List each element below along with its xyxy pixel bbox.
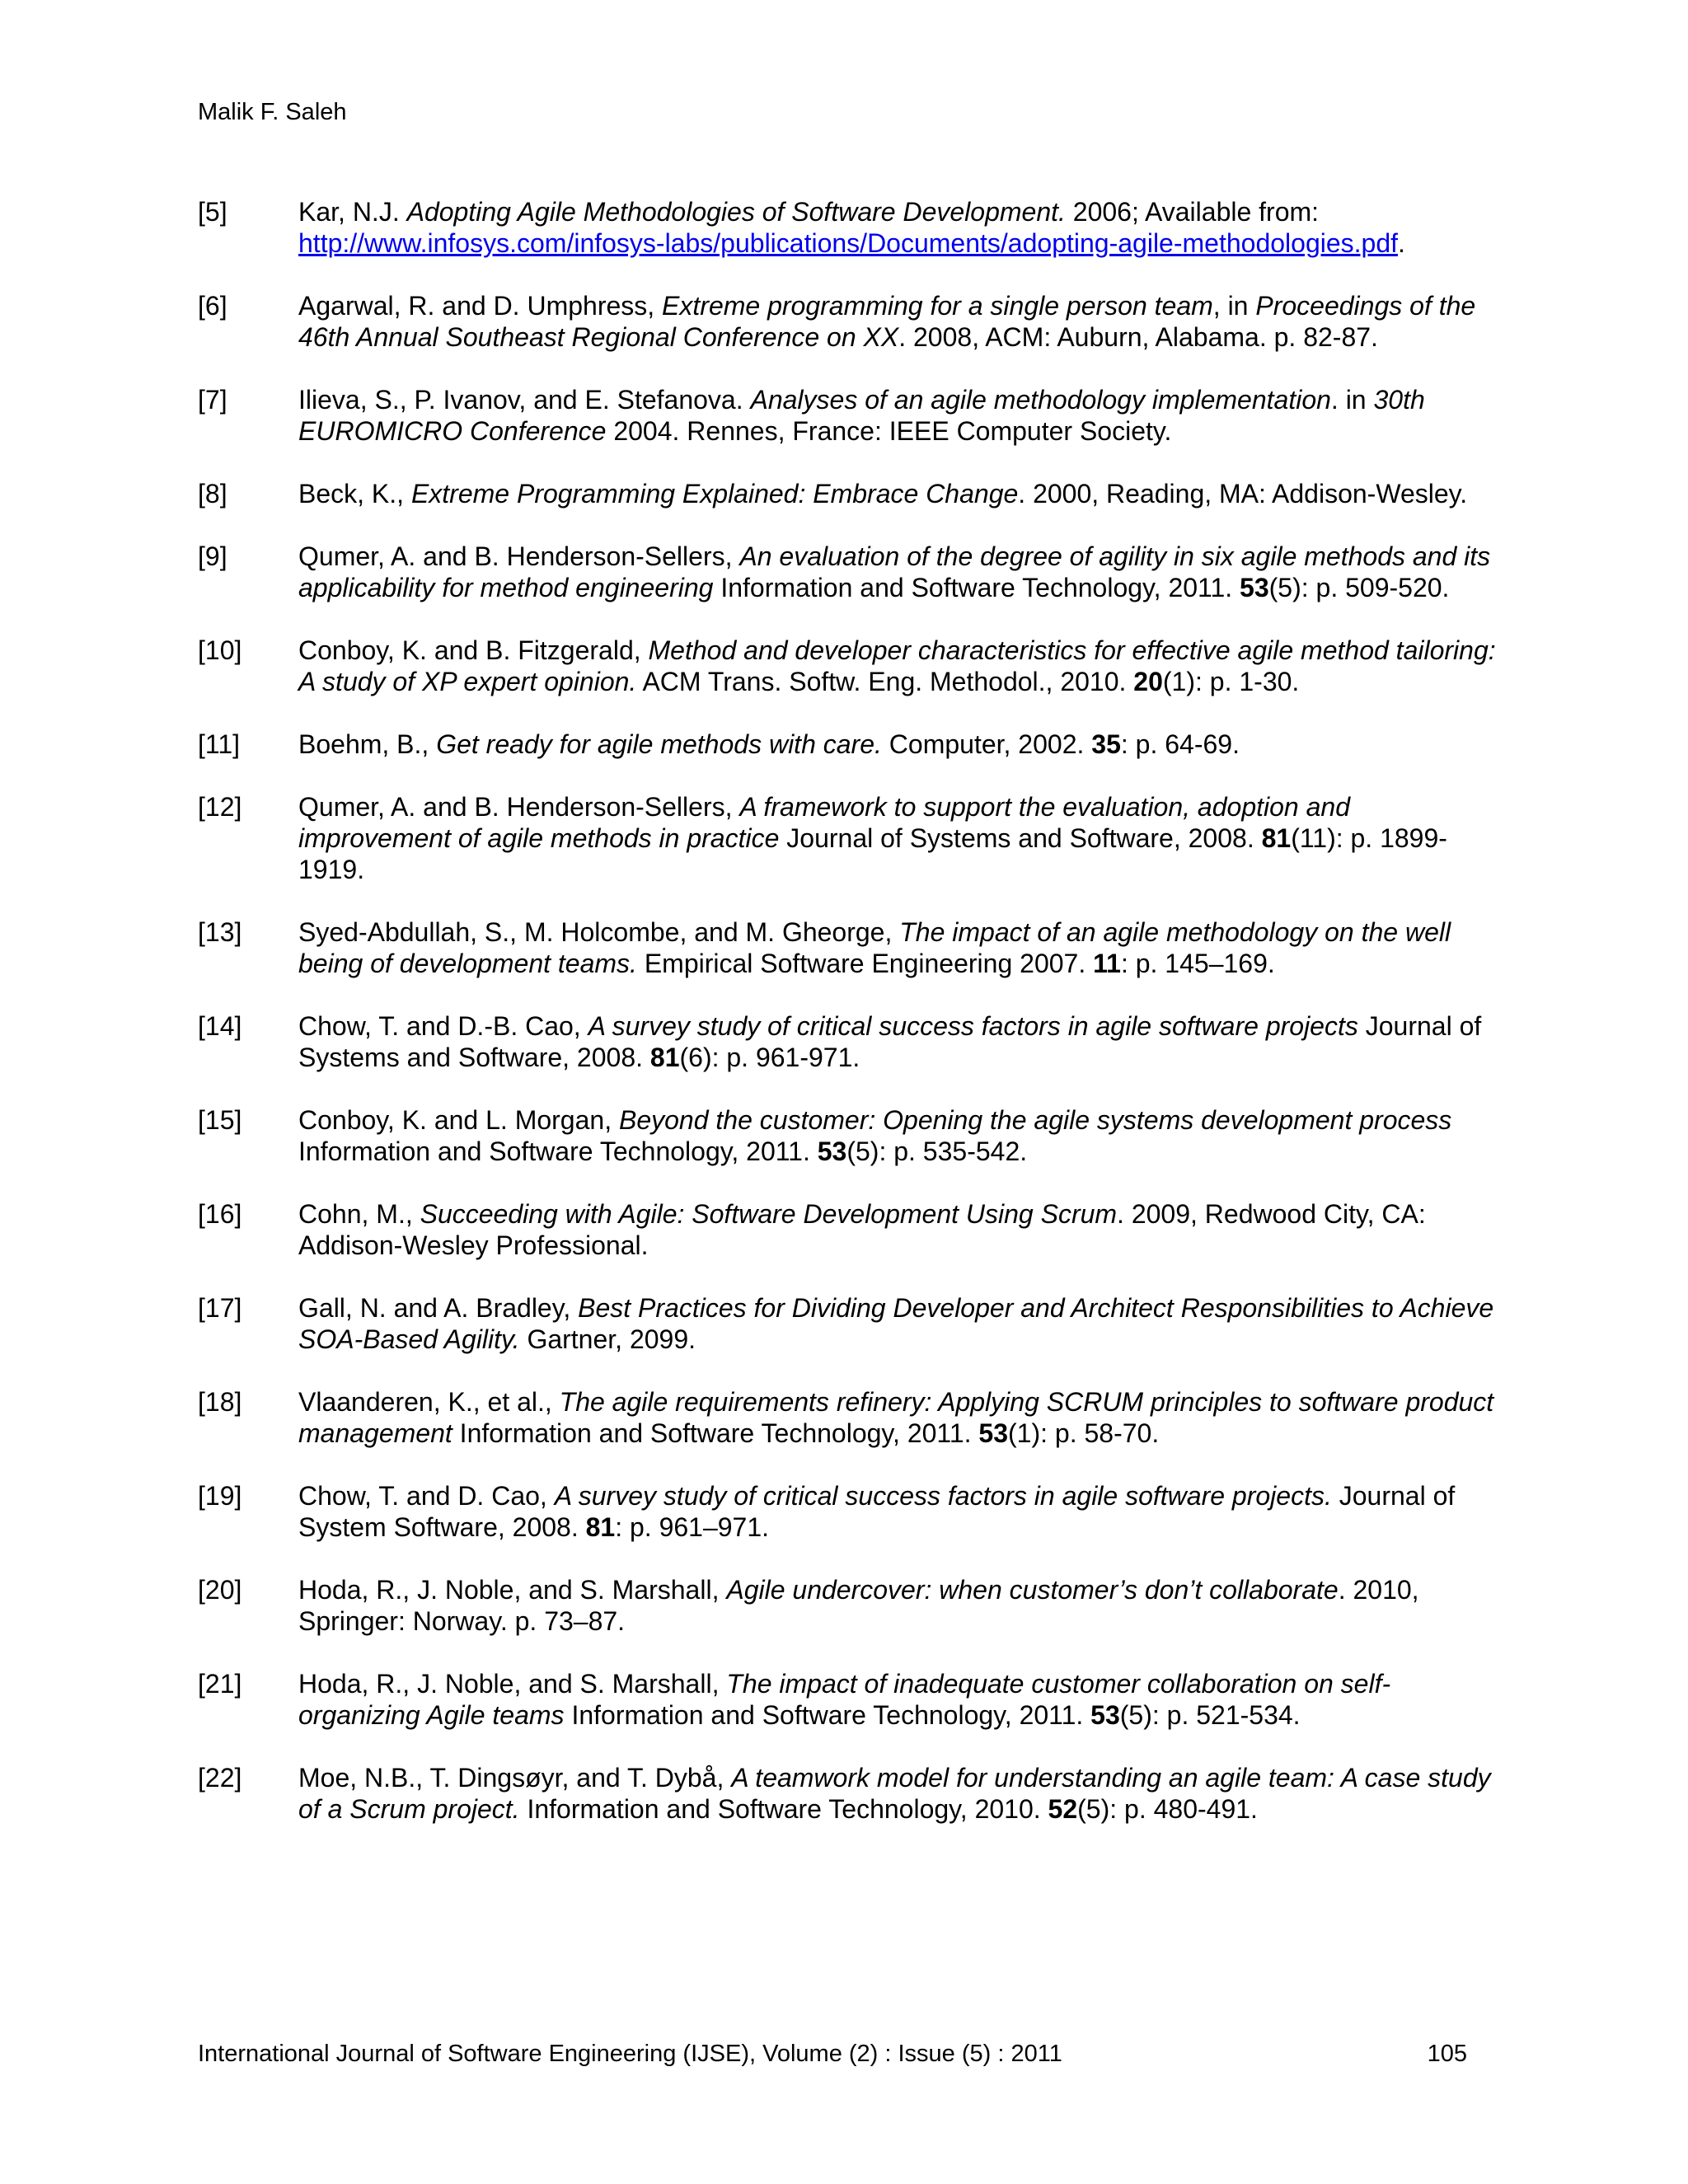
reference-title: Beyond the customer: Opening the agile systems development process — [618, 1105, 1452, 1135]
reference-item — [198, 1574, 1508, 1637]
reference-segment: Conboy, K. and L. Morgan, — [298, 1105, 619, 1135]
reference-segment: Syed-Abdullah, S., M. Holcombe, and M. Gheorge, — [298, 917, 900, 947]
reference-title: Get ready for agile methods with care. — [436, 729, 882, 759]
reference-segment: (1): p. 58-70. — [1008, 1418, 1160, 1448]
reference-item — [198, 1292, 1508, 1355]
reference-segment: Information and Software Technology, 2011. — [564, 1700, 1091, 1730]
reference-title: A teamwork model for understanding an agile team: A case study of a Scrum project. — [298, 1763, 1491, 1824]
reference-text — [298, 1104, 1508, 1167]
reference-number: [17] — [198, 1293, 242, 1323]
reference-text — [298, 384, 1508, 447]
reference-segment: , in — [1212, 291, 1256, 321]
reference-segment: . 2009, Redwood City, CA: Addison-Wesley Professional. — [298, 1199, 1426, 1260]
reference-list — [198, 196, 1508, 1856]
reference-segment: (6): p. 961-971. — [679, 1043, 860, 1072]
reference-segment: Hoda, R., J. Noble, and S. Marshall, — [298, 1575, 727, 1605]
reference-volume: 52 — [1048, 1794, 1078, 1824]
reference-text — [298, 916, 1508, 979]
reference-number: [21] — [198, 1669, 242, 1699]
reference-segment: Ilieva, S., P. Ivanov, and E. Stefanova. — [298, 385, 751, 415]
reference-segment: Chow, T. and D. Cao, — [298, 1481, 555, 1511]
reference-title: Extreme Programming Explained: Embrace Change — [410, 479, 1019, 509]
reference-number: [16] — [198, 1199, 242, 1229]
reference-text — [298, 290, 1508, 353]
reference-number: [13] — [198, 917, 242, 947]
reference-segment: Beck, K., — [298, 479, 411, 509]
reference-number: [22] — [198, 1763, 242, 1793]
reference-title: A framework to support the evaluation, adoption and improvement of agile methods in practice — [298, 792, 1350, 853]
reference-segment: Vlaanderen, K., et al., — [298, 1387, 560, 1417]
reference-item — [198, 196, 1508, 259]
reference-segment: Cohn, M., — [298, 1199, 420, 1229]
reference-title: The agile requirements refinery: Applying SCRUM principles to software product management — [298, 1387, 1494, 1448]
reference-volume: 53 — [1240, 573, 1269, 602]
reference-title: Adopting Agile Methodologies of Software Development. — [406, 197, 1066, 227]
reference-text — [298, 791, 1508, 885]
reference-item — [198, 1198, 1508, 1261]
reference-segment: : p. 64-69. — [1120, 729, 1240, 759]
reference-text — [298, 541, 1508, 603]
reference-segment: . — [1398, 228, 1405, 258]
reference-text — [298, 1762, 1508, 1825]
reference-number: [19] — [198, 1481, 242, 1511]
reference-volume: 81 — [585, 1512, 616, 1542]
reference-text — [298, 1198, 1508, 1261]
reference-number: [6] — [198, 291, 227, 321]
reference-volume: 81 — [649, 1043, 680, 1072]
reference-segment: . 2010, Springer: Norway. p. 73–87. — [298, 1575, 1419, 1636]
reference-segment: Boehm, B., — [298, 729, 437, 759]
reference-title: Best Practices for Dividing Developer and Architect Responsibilities to Achieve SOA-Based Agility. — [298, 1293, 1494, 1354]
reference-segment: ACM Trans. Softw. Eng. Methodol., 2010. — [636, 667, 1134, 696]
reference-text — [298, 1386, 1508, 1449]
reference-segment: Computer, 2002. — [881, 729, 1092, 759]
reference-volume: 53 — [978, 1418, 1008, 1448]
reference-segment: (5): p. 480-491. — [1077, 1794, 1258, 1824]
reference-number: [5] — [198, 197, 227, 227]
reference-number: [18] — [198, 1387, 242, 1417]
reference-segment: Kar, N.J. — [298, 197, 407, 227]
reference-number: [9] — [198, 541, 227, 571]
reference-item — [198, 1104, 1508, 1167]
reference-text — [298, 1480, 1508, 1543]
reference-segment: (5): p. 535-542. — [846, 1137, 1028, 1166]
reference-segment: Information and Software Technology, 2011. — [452, 1418, 979, 1448]
reference-text — [298, 635, 1508, 697]
reference-segment: Journal of Systems and Software, 2008. — [779, 823, 1262, 853]
reference-item — [198, 1668, 1508, 1731]
reference-volume: 35 — [1091, 729, 1121, 759]
reference-text — [298, 196, 1508, 259]
reference-segment: Gall, N. and A. Bradley, — [298, 1293, 579, 1323]
reference-segment: Hoda, R., J. Noble, and S. Marshall, — [298, 1669, 727, 1699]
reference-segment: 2006; Available from: — [1065, 197, 1320, 227]
reference-segment: : p. 145–169. — [1120, 949, 1275, 978]
reference-volume: 81 — [1261, 823, 1292, 853]
reference-number: [7] — [198, 385, 227, 415]
footer-page-number: 105 — [1427, 2041, 1467, 2067]
reference-segment: Chow, T. and D.-B. Cao, — [298, 1011, 588, 1041]
reference-number: [14] — [198, 1011, 242, 1041]
reference-link[interactable]: http://www.infosys.com/infosys-labs/publications/Documents/adopting-agile-methodologies.pdf — [298, 228, 1399, 258]
reference-title: Analyses of an agile methodology implementation — [750, 385, 1331, 415]
reference-segment: Information and Software Technology, 2011. — [298, 1137, 818, 1166]
reference-number: [15] — [198, 1105, 242, 1135]
reference-title: Agile undercover: when customer’s don’t collaborate — [726, 1575, 1339, 1605]
reference-segment: Qumer, A. and B. Henderson-Sellers, — [298, 541, 740, 571]
reference-title: Extreme programming for a single person team — [662, 291, 1213, 321]
reference-segment: Journal of Systems and Software, 2008. — [298, 1011, 1482, 1072]
reference-item — [198, 916, 1508, 979]
reference-number: [10] — [198, 635, 242, 665]
reference-number: [20] — [198, 1575, 242, 1605]
reference-title: The impact of inadequate customer collaboration on self-organizing Agile teams — [298, 1669, 1391, 1730]
reference-segment: (11): p. 1899-1919. — [298, 823, 1447, 884]
reference-title: A survey study of critical success factors in agile software projects — [588, 1011, 1358, 1041]
reference-segment: (5): p. 521-534. — [1119, 1700, 1301, 1730]
reference-text — [298, 1292, 1508, 1355]
reference-item — [198, 635, 1508, 697]
reference-segment: Qumer, A. and B. Henderson-Sellers, — [298, 792, 740, 822]
reference-item — [198, 1480, 1508, 1543]
reference-item — [198, 384, 1508, 447]
reference-segment: 2004. Rennes, France: IEEE Computer Society. — [606, 416, 1172, 446]
reference-volume: 53 — [817, 1137, 847, 1166]
reference-volume: 20 — [1133, 667, 1163, 696]
reference-segment: Information and Software Technology, 2011. — [713, 573, 1240, 602]
reference-item — [198, 478, 1508, 509]
reference-text — [298, 1668, 1508, 1731]
reference-text — [298, 1574, 1508, 1637]
footer-journal: International Journal of Software Engineering (IJSE), Volume (2) : Issue (5) : 2011 — [198, 2041, 1062, 2067]
reference-item — [198, 1762, 1508, 1825]
reference-segment: . 2000, Reading, MA: Addison-Wesley. — [1018, 479, 1468, 509]
reference-segment: Gartner, 2099. — [519, 1324, 696, 1354]
reference-segment: (5): p. 509-520. — [1268, 573, 1450, 602]
reference-item — [198, 541, 1508, 603]
reference-segment: Moe, N.B., T. Dingsøyr, and T. Dybå, — [298, 1763, 732, 1793]
reference-volume: 53 — [1090, 1700, 1120, 1730]
reference-segment: Agarwal, R. and D. Umphress, — [298, 291, 663, 321]
reference-item — [198, 729, 1508, 760]
reference-title: Succeeding with Agile: Software Development Using Scrum — [420, 1199, 1118, 1229]
reference-number: [11] — [198, 729, 240, 759]
reference-item — [198, 1010, 1508, 1073]
reference-number: [12] — [198, 792, 242, 822]
reference-segment: Conboy, K. and B. Fitzgerald, — [298, 635, 649, 665]
reference-volume: 11 — [1093, 949, 1121, 978]
reference-segment: (1): p. 1-30. — [1162, 667, 1300, 696]
reference-item — [198, 290, 1508, 353]
reference-title: Proceedings of the 46th Annual Southeast Regional Conference on XX — [298, 291, 1476, 352]
reference-segment: Information and Software Technology, 2010. — [519, 1794, 1048, 1824]
reference-segment: Empirical Software Engineering 2007. — [636, 949, 1094, 978]
reference-title: An evaluation of the degree of agility in six agile methods and its applicability for method engineering — [298, 541, 1491, 602]
reference-number: [8] — [198, 479, 227, 509]
reference-text — [298, 729, 1508, 760]
reference-segment: : p. 961–971. — [615, 1512, 770, 1542]
reference-segment: . 2008, ACM: Auburn, Alabama. p. 82-87. — [898, 322, 1378, 352]
running-header-author: Malik F. Saleh — [198, 99, 347, 125]
reference-item — [198, 791, 1508, 885]
reference-title: A survey study of critical success factors in agile software projects. — [554, 1481, 1332, 1511]
reference-text — [298, 1010, 1508, 1073]
reference-title: The impact of an agile methodology on the well being of development teams. — [298, 917, 1451, 978]
reference-segment: . in — [1330, 385, 1374, 415]
reference-segment: Journal of System Software, 2008. — [298, 1481, 1456, 1542]
reference-title: Method and developer characteristics for effective agile method tailoring: A study of XP expert opinion. — [298, 635, 1496, 696]
reference-item — [198, 1386, 1508, 1449]
reference-title: 30th EUROMICRO Conference — [298, 385, 1425, 446]
reference-text — [298, 478, 1508, 509]
